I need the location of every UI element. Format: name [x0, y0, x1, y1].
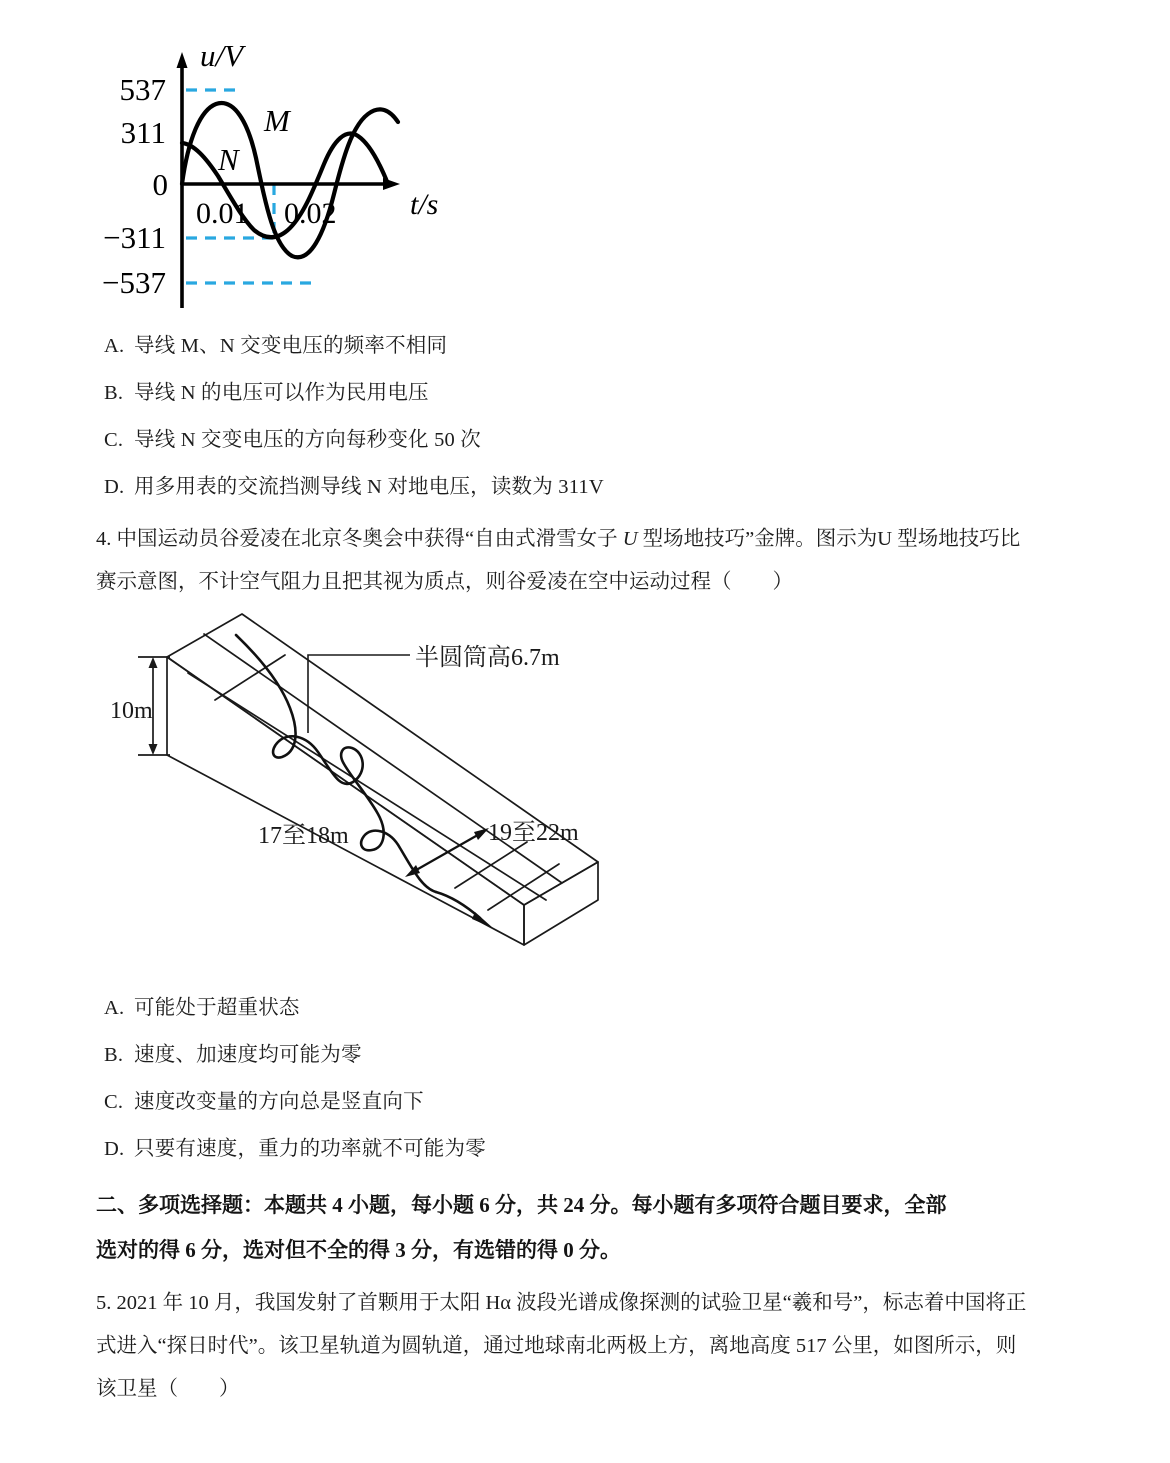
section-heading-line-2: 选对的得 6 分，选对但不全的得 3 分，有选错的得 0 分。: [96, 1238, 621, 1262]
label-pipe-height: 半圆筒高6.7m: [415, 645, 560, 671]
y-tick-311: 311: [120, 115, 166, 150]
trajectory-end-arrow: [436, 892, 493, 928]
q3-option-a: [104, 333, 447, 360]
y-axis-arrow: [177, 52, 188, 68]
q4-option-b: [104, 1042, 362, 1069]
waveform-svg: [96, 18, 566, 323]
q4-option-d-letter: D.: [104, 1138, 125, 1160]
y-tick-neg537: −537: [102, 265, 166, 300]
curve-label-M: M: [264, 103, 290, 138]
label-ramp-width: 19至22m: [488, 820, 579, 846]
q3-option-d-letter: D.: [104, 476, 125, 498]
ramp-right-face: [524, 862, 598, 945]
q3-option-b-letter: B.: [104, 382, 124, 404]
q3-option-d-text: 用多用表的交流挡测导线 N 对地电压，读数为 311V: [134, 476, 604, 498]
dashed-guidelines: [186, 90, 318, 283]
question-5-stem: [96, 1282, 1072, 1411]
question-5-line-2: 式进入“探日时代”。该卫星轨道为圆轨道，通过地球南北两极上方，离地高度 517 公里，如图所示，则: [96, 1335, 1017, 1357]
athlete-trajectory: [236, 635, 436, 892]
waveform-figure: [96, 18, 566, 323]
y-tick-537: 537: [119, 72, 166, 107]
q4-option-a-text: 可能处于超重状态: [134, 997, 300, 1019]
q4-option-a: [104, 995, 300, 1022]
question-4-stem-line-1: [96, 518, 1072, 561]
q4-line1-italic-u: U: [622, 528, 638, 550]
y-axis-label: u/V: [200, 38, 244, 73]
ramp-left-face: [167, 657, 524, 945]
q3-option-b-text: 导线 N 的电压可以作为民用电压: [134, 382, 429, 404]
question-5-line-1: 5. 2021 年 10 月，我国发射了首颗用于太阳 Hα 波段光谱成像探测的试验卫星“羲和号”，标志着中国将正: [96, 1292, 1027, 1314]
y-tick-neg311: −311: [103, 220, 166, 255]
q3-option-c-letter: C.: [104, 429, 124, 451]
q3-option-b: [104, 380, 429, 407]
q4-option-c-text: 速度改变量的方向总是竖直向下: [134, 1091, 424, 1113]
q4-line1-part-b: 型场地技巧”金牌。图示为U 型场地技巧比: [637, 528, 1021, 550]
halfpipe-svg: [100, 600, 675, 970]
q4-option-c-letter: C.: [104, 1091, 124, 1113]
question-5-line-3: 该卫星（ ）: [96, 1378, 240, 1400]
q4-option-d-text: 只要有速度，重力的功率就不可能为零: [134, 1138, 486, 1160]
section-heading: [96, 1183, 1072, 1273]
q4-option-c: [104, 1089, 424, 1116]
x-axis-label: t/s: [410, 188, 439, 221]
q4-option-d: [104, 1136, 486, 1163]
curve-label-N: N: [218, 142, 239, 177]
q4-option-b-letter: B.: [104, 1044, 124, 1066]
question-4-stem: [96, 518, 1072, 604]
label-ramp-length: 17至18m: [258, 823, 349, 849]
q3-option-d: [104, 474, 604, 501]
q3-option-c: [104, 427, 481, 454]
q4-option-b-text: 速度、加速度均可能为零: [134, 1044, 362, 1066]
q3-option-c-text: 导线 N 交变电压的方向每秒变化 50 次: [134, 429, 482, 451]
x-tick-0.02: 0.02: [284, 197, 337, 230]
q4-line1-part-a: 4. 中国运动员谷爱凌在北京冬奥会中获得“自由式滑雪女子: [96, 528, 623, 550]
q3-option-a-text: 导线 M、N 交变电压的频率不相同: [134, 335, 448, 357]
halfpipe-figure: [100, 600, 675, 970]
x-tick-0.01: 0.01: [196, 197, 249, 230]
question-4-stem-line-2: 赛示意图，不计空气阻力且把其视为质点，则谷爱凌在空中运动过程（ ）: [96, 571, 793, 593]
origin-label: 0: [152, 167, 168, 202]
q4-option-a-letter: A.: [104, 997, 125, 1019]
label-10m: 10m: [110, 698, 153, 724]
curve-M: [182, 103, 398, 257]
lane-line-2: [188, 673, 546, 900]
q3-option-a-letter: A.: [104, 335, 125, 357]
section-heading-line-1: 二、多项选择题：本题共 4 小题，每小题 6 分，共 24 分。每小题有多项符合题目要求，全部: [96, 1193, 947, 1217]
